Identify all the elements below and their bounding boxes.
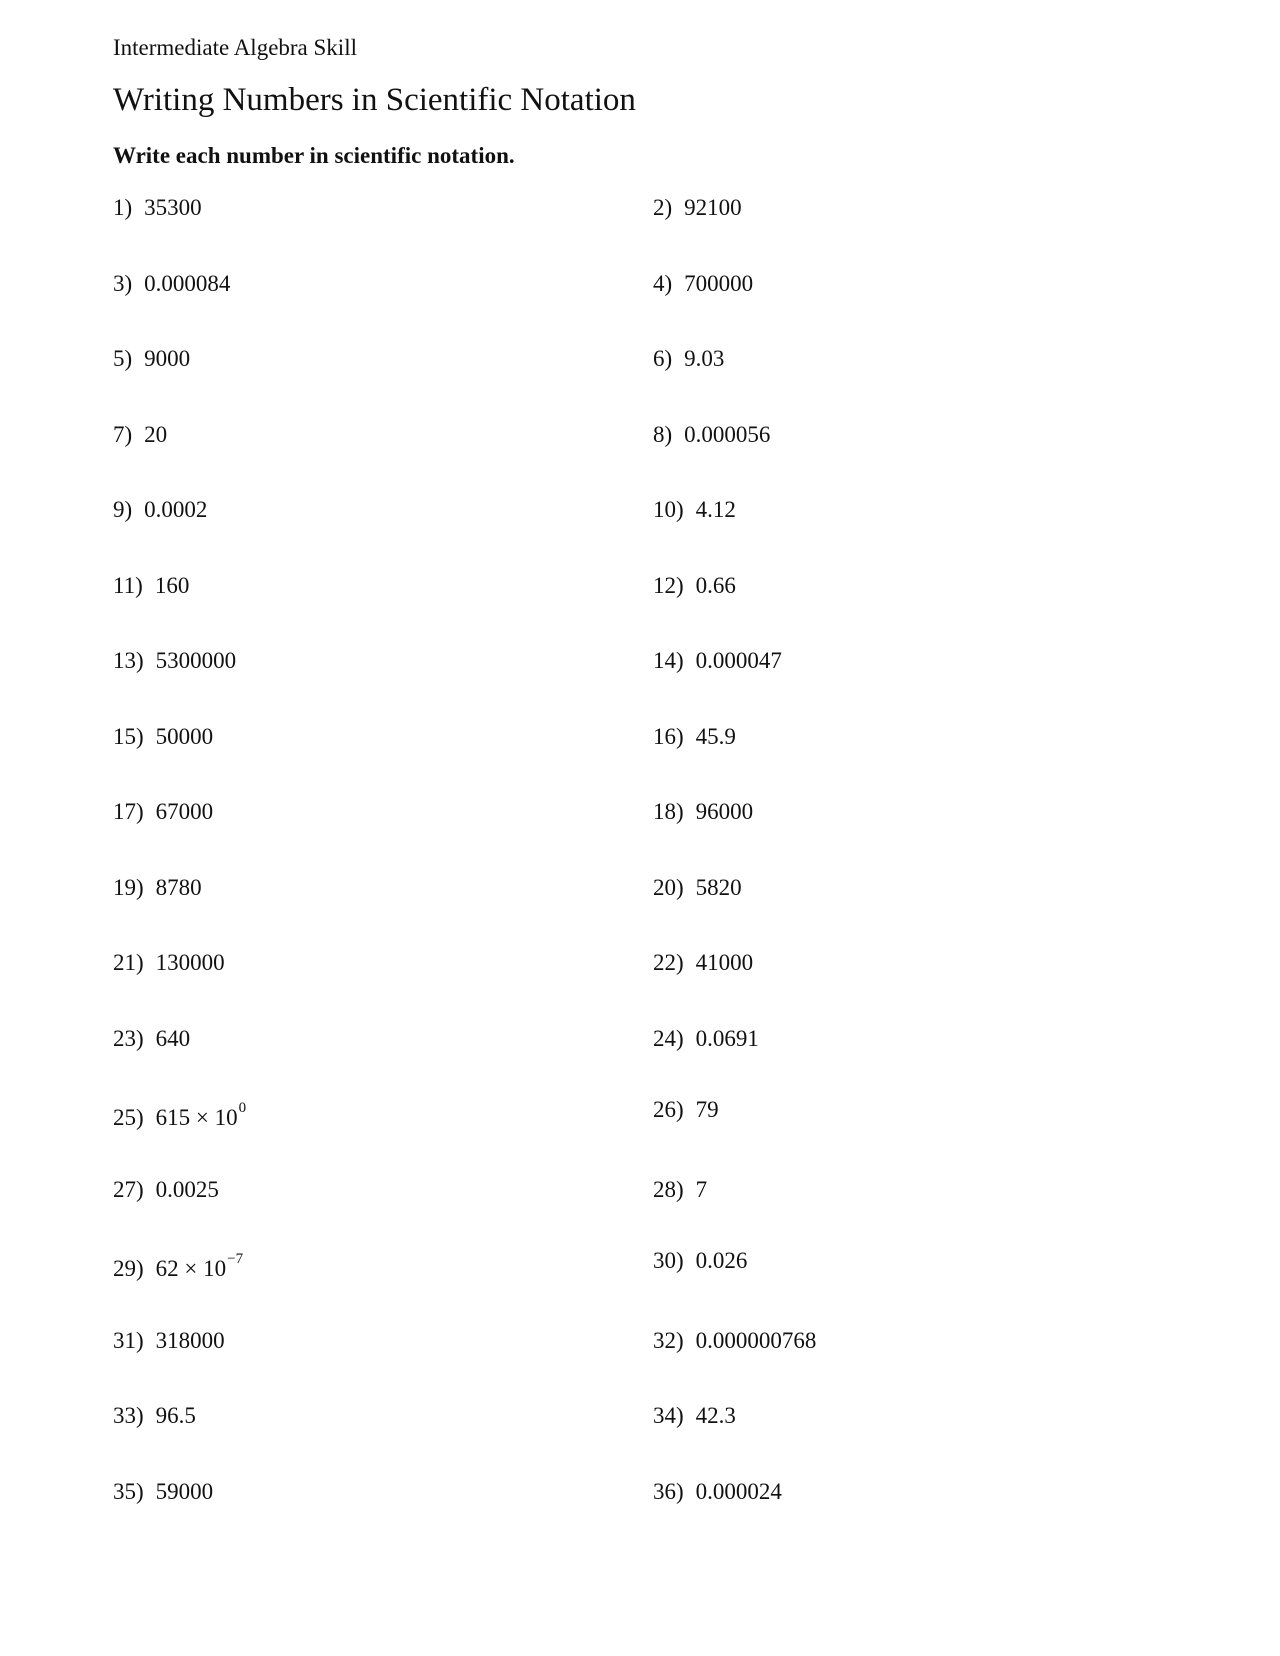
problem-value-text: 9.03	[684, 346, 725, 371]
problem-value	[684, 269, 753, 299]
problem-32	[653, 1326, 816, 1356]
problem-number: 25)	[113, 1105, 144, 1130]
problem-value	[696, 1175, 708, 1205]
problem-16	[653, 722, 736, 752]
problem-value-text: 0.0691	[695, 1026, 759, 1051]
problem-number: 28)	[653, 1177, 684, 1202]
problem-value	[684, 193, 742, 223]
problem-number: 9)	[113, 497, 133, 522]
problem-value-text: 7	[695, 1177, 708, 1202]
problem-number: 13)	[113, 648, 144, 673]
problem-19	[113, 873, 202, 903]
problem-value-text: 59000	[155, 1479, 214, 1504]
problem-value-text: 35300	[144, 195, 202, 220]
problem-exponent: −7	[227, 1251, 244, 1268]
problem-2	[653, 193, 742, 223]
problem-number: 20)	[653, 875, 684, 900]
problem-value	[696, 1401, 736, 1431]
problem-27	[113, 1175, 219, 1205]
problem-number: 19)	[113, 875, 144, 900]
problem-number: 31)	[113, 1328, 144, 1353]
problem-25	[113, 1100, 247, 1133]
problem-35	[113, 1477, 213, 1507]
problem-36	[653, 1477, 782, 1507]
problem-value	[696, 1477, 782, 1507]
problem-value	[155, 571, 190, 601]
problem-value	[155, 1100, 247, 1133]
problem-value	[144, 193, 202, 223]
problem-number: 11)	[113, 573, 143, 598]
problem-value	[156, 948, 225, 978]
problem-number: 6)	[653, 346, 673, 371]
problem-value	[684, 420, 770, 450]
problem-number: 5)	[113, 346, 133, 371]
problem-value	[144, 269, 230, 299]
problem-value	[156, 1477, 214, 1507]
problem-number: 1)	[113, 195, 133, 220]
page-title: Writing Numbers in Scientific Notation	[113, 82, 636, 118]
problem-number: 2)	[653, 195, 673, 220]
problem-15	[113, 722, 213, 752]
problem-number: 21)	[113, 950, 144, 975]
problem-value-text: 0.0002	[144, 497, 208, 522]
problem-value-text: 5820	[695, 875, 742, 900]
problem-value	[156, 797, 214, 827]
problem-value	[155, 1251, 244, 1284]
problem-value-text: 4.12	[695, 497, 736, 522]
problem-number: 34)	[653, 1403, 684, 1428]
problem-value-text: 9000	[144, 346, 191, 371]
problem-number: 4)	[653, 271, 673, 296]
problem-number: 22)	[653, 950, 684, 975]
problem-value-text: 8780	[155, 875, 202, 900]
problem-value-text: 92100	[684, 195, 742, 220]
problem-value-text: 640	[155, 1026, 191, 1051]
problem-number: 33)	[113, 1403, 144, 1428]
problem-value-text: 0.000056	[684, 422, 771, 447]
problem-value-text: 42.3	[695, 1403, 736, 1428]
problem-value-text: 20	[144, 422, 168, 447]
problem-number: 35)	[113, 1479, 144, 1504]
problem-value	[696, 797, 754, 827]
problem-value	[156, 646, 237, 676]
problem-number: 26)	[653, 1097, 684, 1122]
problem-value-text: 0.0025	[155, 1177, 219, 1202]
problem-number: 14)	[653, 648, 684, 673]
problem-value-text: 96.5	[155, 1403, 196, 1428]
problem-18	[653, 797, 753, 827]
problem-value	[156, 722, 214, 752]
problem-3	[113, 269, 230, 299]
problem-value	[696, 722, 736, 752]
problem-value-text: 615 × 10	[155, 1105, 238, 1130]
problem-number: 24)	[653, 1026, 684, 1051]
problem-17	[113, 797, 213, 827]
problem-28	[653, 1175, 707, 1205]
problem-22	[653, 948, 753, 978]
problem-value-text: 5300000	[155, 648, 237, 673]
problem-value-text: 67000	[155, 799, 214, 824]
problem-value	[156, 1175, 219, 1205]
problem-number: 3)	[113, 271, 133, 296]
problem-1	[113, 193, 202, 223]
problem-value-text: 0.000084	[144, 271, 231, 296]
problem-number: 15)	[113, 724, 144, 749]
problem-value	[156, 1024, 191, 1054]
problem-24	[653, 1024, 759, 1054]
problem-value	[696, 948, 754, 978]
problem-value	[156, 873, 202, 903]
problem-value-text: 318000	[155, 1328, 225, 1353]
problem-value-text: 79	[695, 1097, 719, 1122]
problem-value	[156, 1326, 225, 1356]
problem-33	[113, 1401, 196, 1431]
problem-29	[113, 1251, 244, 1284]
instructions: Write each number in scientific notation.	[113, 143, 515, 168]
problem-value-text: 96000	[695, 799, 754, 824]
problem-12	[653, 571, 736, 601]
problem-number: 17)	[113, 799, 144, 824]
problem-value-text: 130000	[155, 950, 225, 975]
problem-number: 8)	[653, 422, 673, 447]
problem-value-text: 0.000024	[695, 1479, 782, 1504]
problem-value-text: 160	[154, 573, 190, 598]
problem-value	[696, 1326, 817, 1356]
problem-6	[653, 344, 724, 374]
problem-value-text: 700000	[684, 271, 754, 296]
problem-number: 32)	[653, 1328, 684, 1353]
problem-value	[684, 344, 724, 374]
problem-number: 12)	[653, 573, 684, 598]
problem-number: 16)	[653, 724, 684, 749]
problem-13	[113, 646, 236, 676]
problem-23	[113, 1024, 190, 1054]
problem-value	[696, 1024, 759, 1054]
problem-value-text: 45.9	[695, 724, 736, 749]
problem-7	[113, 420, 167, 450]
problem-number: 30)	[653, 1248, 684, 1273]
problem-number: 27)	[113, 1177, 144, 1202]
problem-9	[113, 495, 207, 525]
problem-10	[653, 495, 736, 525]
problem-21	[113, 948, 225, 978]
problem-value	[144, 344, 190, 374]
problem-value-text: 0.000047	[695, 648, 782, 673]
problem-26	[653, 1095, 719, 1125]
problem-value-text: 0.000000768	[695, 1328, 817, 1353]
problem-value-text: 62 × 10	[155, 1256, 227, 1281]
problem-value-text: 50000	[155, 724, 214, 749]
problem-number: 29)	[113, 1256, 144, 1281]
problem-value	[696, 873, 742, 903]
problem-number: 10)	[653, 497, 684, 522]
problem-value	[696, 1246, 748, 1276]
problem-value	[156, 1401, 196, 1431]
problem-14	[653, 646, 782, 676]
problem-number: 23)	[113, 1026, 144, 1051]
problem-value	[144, 420, 167, 450]
problem-8	[653, 420, 770, 450]
problem-number: 18)	[653, 799, 684, 824]
problem-value	[696, 646, 782, 676]
problem-exponent: 0	[238, 1100, 247, 1117]
problem-value-text: 0.66	[695, 573, 736, 598]
problem-31	[113, 1326, 225, 1356]
problem-value	[696, 571, 736, 601]
problem-number: 7)	[113, 422, 133, 447]
problem-30	[653, 1246, 747, 1276]
problem-5	[113, 344, 190, 374]
problem-20	[653, 873, 742, 903]
problem-34	[653, 1401, 736, 1431]
problem-value-text: 0.026	[695, 1248, 748, 1273]
problem-value-text: 41000	[695, 950, 754, 975]
problem-number: 36)	[653, 1479, 684, 1504]
problem-11	[113, 571, 189, 601]
problem-value	[696, 1095, 719, 1125]
problem-4	[653, 269, 753, 299]
problem-value	[696, 495, 736, 525]
problem-value	[144, 495, 207, 525]
course-name: Intermediate Algebra Skill	[113, 35, 357, 60]
